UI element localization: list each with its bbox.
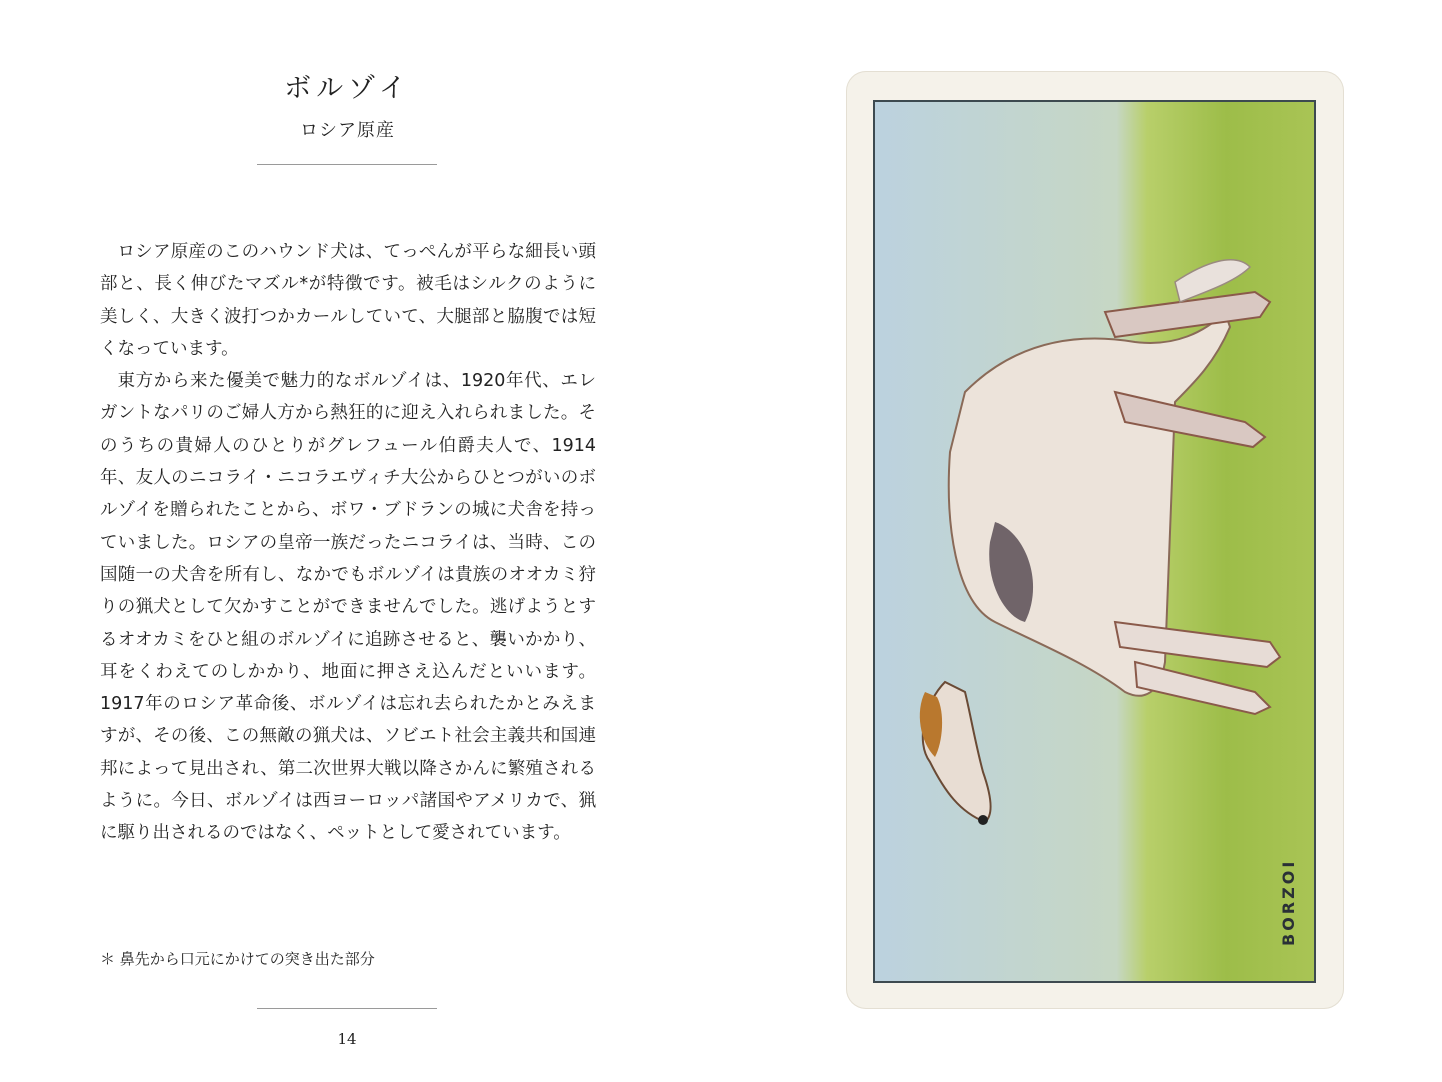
left-page [0,0,700,1082]
footnote: ＊ 鼻先から口元にかけての突き出た部分 [100,950,375,968]
page-number: 14 [337,1030,357,1048]
page-subtitle: ロシア原産 [300,120,395,141]
paragraph: 東方から来た優美で魅力的なボルゾイは、1920年代、エレガントなパリのご婦人方から熱狂的に迎え入れられました。そのうちの貴婦人のひとりがグレフュール伯爵夫人で、1914年、友人のニコライ・ニコラエヴィチ大公からひとつがいのボルゾイを贈られたことから、ボワ・ブドランの城に犬舎を持っていました。ロシアの皇帝一族だったニコライは、当時、この国随一の犬舎を所有し、なかでもボルゾイは貴族のオオカミ狩りの猟犬として欠かすことができませんでした。逃げようとするオオカミをひと組のボルゾイに追跡させると、襲いかかり、耳をくわえてのしかかり、地面に押さえ込んだといいます。1917年のロシア革命後、ボルゾイは忘れ去られたかとみえますが、その後、この無敵の猟犬は、ソビエト社会主義共和国連邦によって見出され、第二次世界大戦以降さかんに繁殖されるように。今日、ボルゾイは西ヨーロッパ諸国やアメリカで、猟に駆り出されるのではなく、ペットとして愛されています。 [100,371,596,844]
borzoi-card [846,71,1344,1009]
card-label: BORZOI [1279,858,1298,946]
top-divider [257,164,437,165]
borzoi-illustration [873,100,1316,983]
body-text [100,236,596,850]
bottom-divider [257,1008,437,1009]
paragraph: ロシア原産のこのハウンド犬は、てっぺんが平らな細長い頭部と、長く伸びたマズル*が特徴です。被毛はシルクのように美しく、大きく波打つかカールしていて、大腿部と脇腹では短くなっています。 [100,242,596,359]
dog-illustration-svg [875,102,1314,981]
page-title: ボルゾイ [284,73,411,104]
